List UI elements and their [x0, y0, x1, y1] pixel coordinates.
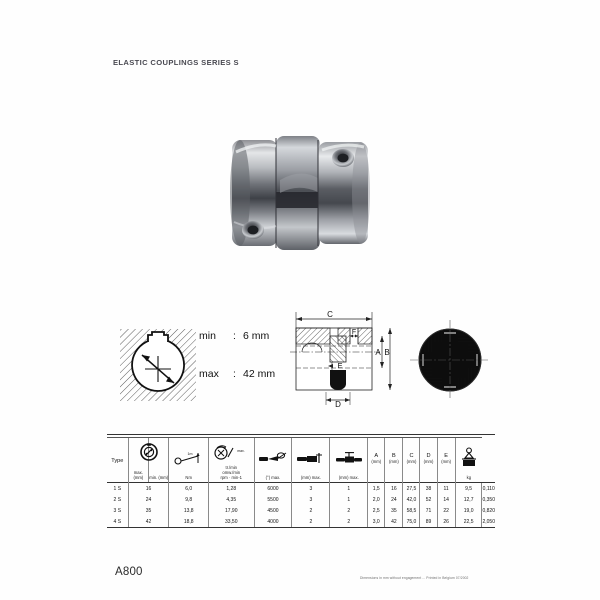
- svg-text:max.: max.: [237, 449, 245, 453]
- weight-scale-icon: [459, 440, 479, 475]
- cell-a: 42: [385, 516, 403, 528]
- cell-c: 52: [420, 494, 437, 505]
- col-header-e: [437, 438, 455, 483]
- cell-e: 9,5: [455, 483, 482, 495]
- cell-e: 22,5: [455, 516, 482, 528]
- col-header-b-unit: (mm): [388, 459, 399, 464]
- col-header-bore: [128, 438, 169, 483]
- cell-angular: 3: [292, 483, 330, 495]
- cell-speed: 6000: [254, 483, 292, 495]
- coupling-photo-illustration: [228, 122, 374, 264]
- col-header-b-letter: B: [391, 453, 396, 459]
- set-screw-rear-icon: [332, 149, 354, 167]
- bore-min-value: 6 mm: [243, 330, 270, 342]
- cell-radial: 1: [330, 494, 368, 505]
- col-header-a: [368, 438, 385, 483]
- col-header-bore-max: max. (mm): [133, 470, 144, 480]
- cell-type: 1 S: [107, 483, 128, 495]
- cell-b: 58,5: [403, 505, 420, 516]
- col-header-speed: [208, 438, 254, 483]
- cell-d: 22: [437, 505, 455, 516]
- cell-type: 4 S: [107, 516, 128, 528]
- cell-e: 19,0: [455, 505, 482, 516]
- col-header-a-unit: (mm): [371, 459, 382, 464]
- cell-bore_max: 24: [128, 494, 169, 505]
- cell-speed: 5500: [254, 494, 292, 505]
- col-header-d-letter: D: [426, 453, 431, 459]
- table-header: [107, 435, 495, 483]
- bore-min-colon: :: [233, 330, 236, 342]
- cell-speed: 4500: [254, 505, 292, 516]
- table-row: [107, 494, 495, 505]
- col-header-a-letter: A: [374, 453, 379, 459]
- cell-c: 89: [420, 516, 437, 528]
- page-code: A800: [115, 566, 143, 578]
- angular-misalignment-icon: [257, 440, 289, 475]
- cell-c: 38: [420, 483, 437, 495]
- svg-text:1m: 1m: [187, 451, 193, 456]
- cell-a: 16: [385, 483, 403, 495]
- cell-radial: 2: [330, 505, 368, 516]
- dimension-label-f: F: [351, 329, 357, 336]
- col-header-type-label: Type: [111, 458, 124, 464]
- col-header-axial: [330, 438, 368, 483]
- col-header-type: [107, 438, 128, 483]
- cell-a: 35: [385, 505, 403, 516]
- dimension-label-d: D: [335, 400, 341, 409]
- cell-weight: 0,820: [482, 505, 495, 516]
- cell-bore_min: 6,0: [169, 483, 209, 495]
- bore-min-label: min: [199, 330, 216, 342]
- cell-b: 42,0: [403, 494, 420, 505]
- table-row: [107, 483, 495, 495]
- col-header-radial: [292, 438, 330, 483]
- cell-bore_min: 13,8: [169, 505, 209, 516]
- axial-misalignment-icon: [333, 440, 365, 475]
- bore-max-label: max: [199, 368, 219, 380]
- cell-type: 3 S: [113, 507, 122, 514]
- cell-d: 26: [437, 516, 455, 528]
- bore-diagram-icon: [118, 325, 198, 405]
- bore-max-colon: :: [233, 368, 236, 380]
- cell-angular: 2: [292, 516, 330, 528]
- col-header-e-unit: (mm): [441, 459, 451, 464]
- cell-axial: 1,5: [368, 483, 385, 495]
- dimension-label-a: A: [375, 348, 381, 357]
- cell-torque: 1,28: [208, 483, 254, 495]
- col-header-bore-min: min. (mm): [148, 438, 168, 482]
- cell-angular: 2: [292, 505, 330, 516]
- col-header-c-unit: (mm): [406, 459, 417, 464]
- table-header-row: [107, 438, 495, 483]
- end-view-figure: [408, 318, 492, 402]
- col-header-weight: [455, 438, 482, 483]
- coupling-end-view-icon: [408, 318, 492, 402]
- col-header-c-letter: C: [409, 453, 414, 459]
- dimension-label-c: C: [327, 310, 333, 319]
- table-row: [107, 505, 495, 516]
- radial-misalignment-icon: [295, 440, 327, 475]
- cell-axial: 2,5: [368, 505, 385, 516]
- col-header-d-unit: (mm): [423, 459, 434, 464]
- cell-a: 24: [385, 494, 403, 505]
- cell-c: 71: [420, 505, 437, 516]
- col-header-torque-unit: Nm: [185, 475, 192, 480]
- cell-torque: 33,50: [208, 516, 254, 528]
- col-header-weight-unit: kg: [466, 475, 472, 480]
- cell-bore_max: 42: [128, 516, 169, 528]
- tachometer-icon: [213, 440, 249, 465]
- cell-b: 75,0: [403, 516, 420, 528]
- cell-e: 12,7: [455, 494, 482, 505]
- col-header-angular: [254, 438, 292, 483]
- col-header-d: [420, 438, 437, 483]
- torque-wrench-icon: [174, 440, 204, 475]
- cell-radial: 1: [330, 483, 368, 495]
- col-header-c: [403, 438, 420, 483]
- product-photo: [228, 122, 374, 264]
- col-header-speed-unit: tr./min omw./min rpm · min-1: [220, 465, 242, 480]
- cell-type: 2 S: [113, 496, 122, 503]
- cell-torque: 4,35: [208, 494, 254, 505]
- section-drawing-figure: [288, 306, 396, 410]
- cell-weight: 0,350: [482, 494, 495, 505]
- bore-max-value: 42 mm: [243, 368, 276, 380]
- cell-b: 27,5: [403, 483, 420, 495]
- col-header-radial-unit: (mm) max.: [300, 475, 321, 480]
- cell-d: 14: [437, 494, 455, 505]
- table-body: [107, 483, 495, 528]
- col-header-axial-unit: (mm) max.: [338, 475, 359, 480]
- cell-weight: 0,110: [482, 483, 495, 495]
- cell-angular: 3: [292, 494, 330, 505]
- cell-torque: 17,90: [208, 505, 254, 516]
- table-row: [107, 516, 495, 528]
- set-screw-front-icon: [242, 221, 264, 239]
- bore-cross-section-figure: [118, 325, 198, 405]
- col-header-torque: [169, 438, 209, 483]
- cell-weight: 2,050: [482, 516, 495, 528]
- cell-bore_max: 35: [128, 505, 169, 516]
- cell-speed: 4000: [254, 516, 292, 528]
- cell-axial: 3,0: [368, 516, 385, 528]
- cell-bore_min: 9,8: [169, 494, 209, 505]
- cell-radial: 2: [330, 516, 368, 528]
- specifications-table: [107, 434, 495, 528]
- cell-bore_max: 16: [128, 483, 169, 495]
- cell-bore_min: 18,8: [169, 516, 209, 528]
- col-header-b: [385, 438, 403, 483]
- col-header-angular-unit: (°) max.: [265, 475, 281, 480]
- coupling-section-drawing: [288, 306, 396, 410]
- dimension-label-b: B: [384, 348, 390, 357]
- dimension-label-e: E: [337, 361, 343, 370]
- col-header-e-letter: E: [444, 453, 448, 459]
- page-title: ELASTIC COUPLINGS SERIES S: [113, 58, 239, 67]
- footer-disclaimer: Dimensions in mm without engagement ... Printed in Belgium 07/2002: [360, 576, 469, 580]
- cell-d: 11: [437, 483, 455, 495]
- cell-axial: 2,0: [368, 494, 385, 505]
